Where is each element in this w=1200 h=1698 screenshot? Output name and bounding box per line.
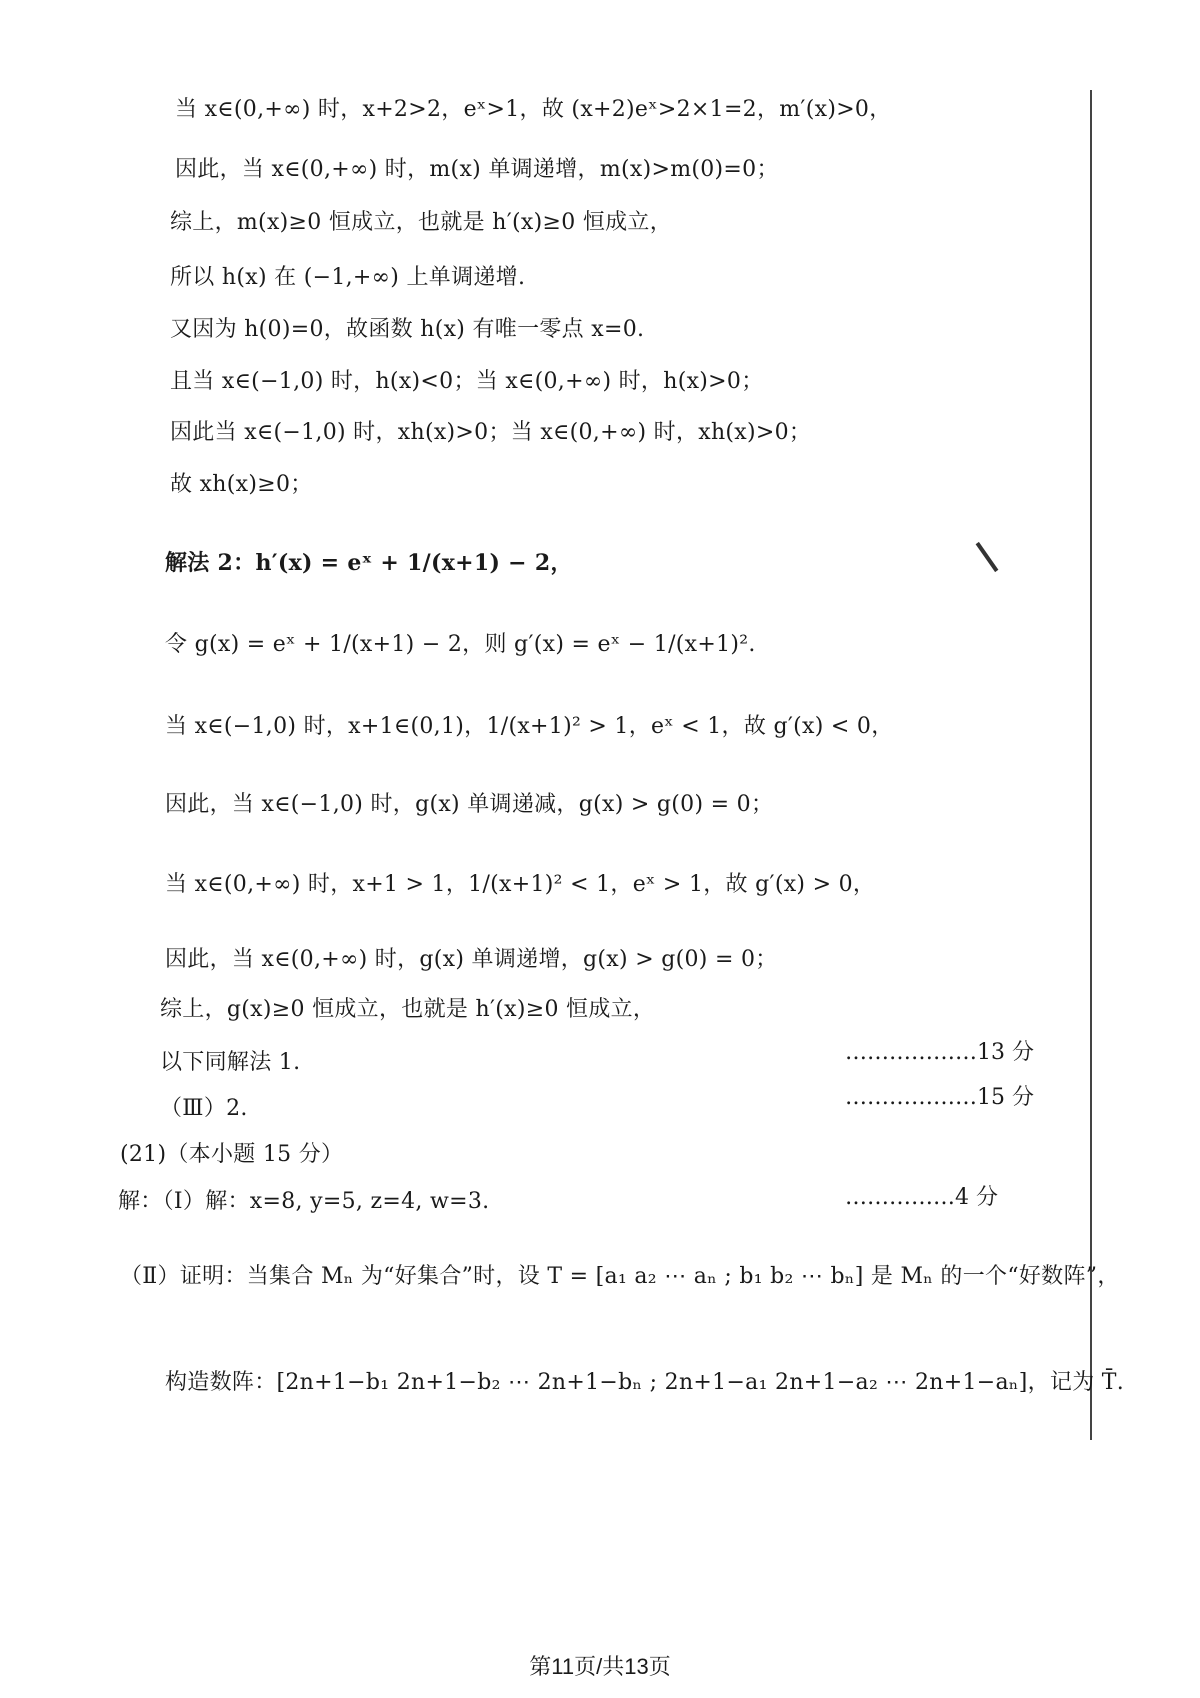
text-line: 当 x∈(0,+∞) 时，x+1 > 1，1/(x+1)² < 1，eˣ > 1，故 g′(x) > 0， — [165, 872, 876, 897]
text-line: （Ⅱ）证明：当集合 Mₙ 为“好集合”时，设 T = [a₁ a₂ ⋯ aₙ ; b₁ b₂ ⋯ bₙ] 是 Mₙ 的一个“好数阵”， — [120, 1264, 1120, 1289]
text-line: 令 g(x) = eˣ + 1/(x+1) − 2，则 g′(x) = eˣ − 1/(x+1)². — [165, 632, 756, 657]
text-line: 因此当 x∈(−1,0) 时，xh(x)>0；当 x∈(0,+∞) 时，xh(x)>0； — [170, 420, 812, 445]
page-footer: 第11页/共13页 — [529, 1654, 671, 1679]
text-line: 当 x∈(0,+∞) 时，x+2>2，eˣ>1，故 (x+2)eˣ>2×1=2，m′(x)>0， — [175, 97, 892, 122]
text-line: 故 xh(x)≥0； — [170, 472, 313, 497]
score-13: ………………13 分 — [845, 1040, 1034, 1065]
text-line: 因此，当 x∈(0,+∞) 时，m(x) 单调递增，m(x)>m(0)=0； — [175, 157, 779, 182]
text-line: 又因为 h(0)=0，故函数 h(x) 有唯一零点 x=0. — [170, 317, 645, 342]
text-line: 解：（Ⅰ）解：x=8, y=5, z=4, w=3. — [118, 1189, 490, 1214]
text-line: 以下同解法 1. — [160, 1050, 301, 1075]
margin-rule — [1090, 90, 1092, 1440]
score-15: ………………15 分 — [845, 1085, 1034, 1110]
text-line: 所以 h(x) 在 (−1,+∞) 上单调递增. — [170, 265, 526, 290]
text-line: 当 x∈(−1,0) 时，x+1∈(0,1)，1/(x+1)² > 1，eˣ < 1，故 g′(x) < 0， — [165, 714, 894, 739]
text-line: 且当 x∈(−1,0) 时，h(x)<0；当 x∈(0,+∞) 时，h(x)>0； — [170, 369, 764, 394]
pen-mark — [976, 542, 999, 572]
text-line: 综上，g(x)≥0 恒成立，也就是 h′(x)≥0 恒成立， — [160, 997, 656, 1022]
text-line: 构造数阵：[2n+1−b₁ 2n+1−b₂ ⋯ 2n+1−bₙ ; 2n+1−a₁ 2n+1−a₂ ⋯ 2n+1−aₙ]，记为 T̄. — [165, 1370, 1125, 1395]
text-line: 因此，当 x∈(0,+∞) 时，g(x) 单调递增，g(x) > g(0) = 0； — [165, 947, 778, 972]
text-line: 综上，m(x)≥0 恒成立，也就是 h′(x)≥0 恒成立， — [170, 210, 673, 235]
text-line: 解法 2：h′(x) = eˣ + 1/(x+1) − 2， — [165, 550, 573, 576]
text-line: （Ⅲ）2. — [160, 1096, 248, 1121]
text-line: (21)（本小题 15 分） — [120, 1142, 344, 1167]
score-4: ……………4 分 — [845, 1185, 998, 1210]
text-line: 因此，当 x∈(−1,0) 时，g(x) 单调递减，g(x) > g(0) = 0； — [165, 792, 774, 817]
